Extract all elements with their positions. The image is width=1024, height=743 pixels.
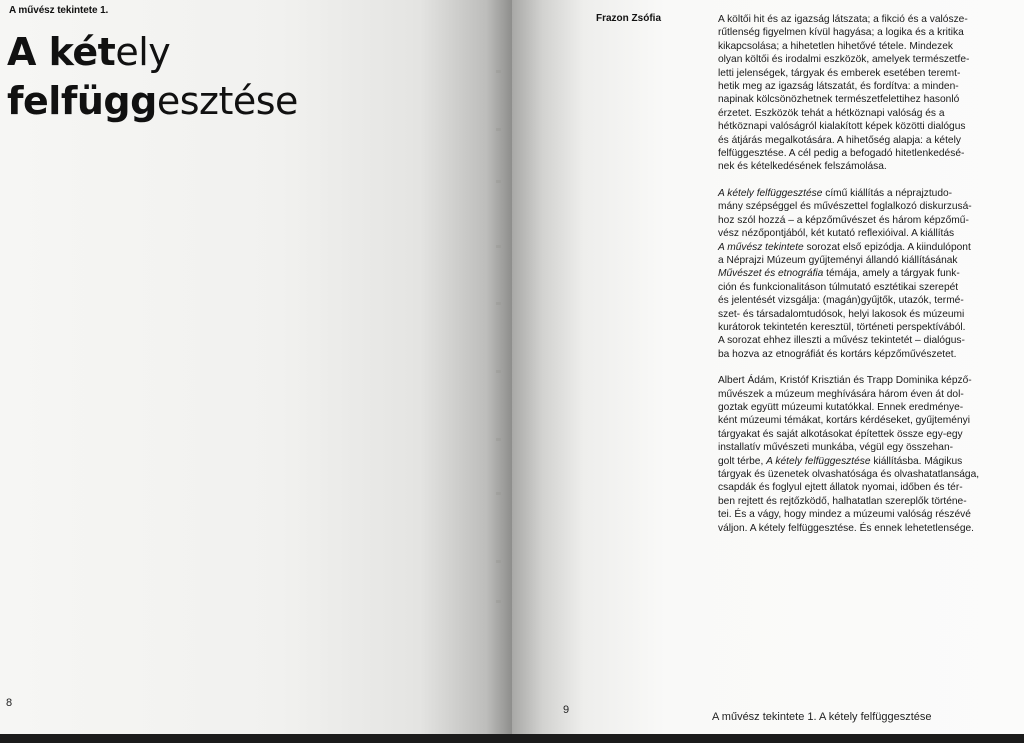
paragraph — [718, 187, 990, 361]
text-line — [718, 187, 990, 200]
main-title — [7, 28, 298, 126]
text-run: ben rejtett és rejtőzködő, halhatatlan szereplők történe- — [718, 495, 967, 507]
text-line — [718, 93, 990, 106]
text-line — [718, 414, 990, 427]
text-line — [718, 348, 990, 361]
text-line — [718, 441, 990, 454]
text-line — [718, 522, 990, 535]
text-run: és átjárás megalkotására. A hihetőség alapja: a kétely — [718, 134, 961, 146]
text-run: ként múzeumi témákat, kortárs kérdéseket, gyűjteményi — [718, 415, 970, 427]
text-run: letti jelenségek, tárgyak és emberek esetében teremt- — [718, 67, 961, 79]
text-run: ba hozva az etnográfiát és kortárs képzőművészetet. — [718, 348, 957, 360]
text-line — [718, 40, 990, 53]
text-run: goztak együtt múzeumi kutatókkal. Ennek eredménye- — [718, 401, 964, 413]
text-line — [718, 107, 990, 120]
text-run: vész nézőpontjából, két kutató reflexióival. A kiállítás — [718, 228, 955, 240]
series-title: A művész tekintete 1. — [9, 5, 109, 16]
text-line — [718, 227, 990, 240]
text-run: Albert Ádám, Kristóf Krisztián és Trapp Dominika képző- — [718, 375, 972, 387]
text-run: váljon. A kétely felfüggesztése. És ennek lehetetlensége. — [718, 522, 974, 534]
text-line — [718, 481, 990, 494]
scan-bottom-edge — [0, 734, 1024, 743]
italic-title-run: A kétely felfüggesztése — [718, 187, 823, 199]
text-line — [718, 53, 990, 66]
paragraph — [718, 374, 990, 535]
text-run: mány szépséggel és művészettel foglalkozó diskurzusá- — [718, 201, 972, 213]
text-run: hetik meg az igazság látszatát, és fordítva: a minden- — [718, 81, 959, 93]
text-run: A költői hit és az igazság látszata; a fikció és a valósze- — [718, 14, 968, 25]
text-line — [718, 147, 990, 160]
text-run: kikapcsolása; a hihetetlen hihetővé tétele. Mindezek — [718, 40, 954, 52]
text-line — [718, 321, 990, 334]
running-footer: A művész tekintete 1. A kétely felfüggesztése — [712, 711, 932, 723]
main-title-line-1-light: ely — [115, 30, 171, 74]
text-run: tei. És a vágy, hogy mindez a múzeumi valóság részévé — [718, 509, 971, 521]
text-run: nek és kételkedésének felszámolása. — [718, 161, 887, 173]
text-run: A sorozat ehhez illeszti a művész tekintetét – dialógus- — [718, 335, 965, 347]
text-run: érzetet. Eszközök tehát a hétköznapi valóság és a — [718, 107, 945, 119]
text-line — [718, 254, 990, 267]
text-line — [718, 508, 990, 521]
main-title-line-2 — [7, 77, 298, 126]
text-line — [718, 214, 990, 227]
text-run: hétköznapi valóságról kialakított képek közötti dialógus — [718, 121, 966, 133]
text-run: rűtlenség figyelmen kívül hagyása; a logika és a kritika — [718, 27, 964, 39]
text-line — [718, 160, 990, 173]
author-name: Frazon Zsófia — [596, 13, 662, 24]
text-run: felfüggesztése. A cél pedig a befogadó hitetlenkedésé- — [718, 148, 965, 160]
page-number-right: 9 — [563, 704, 570, 716]
italic-title-run: A kétely felfüggesztése — [766, 455, 871, 467]
text-run: sorozat első epizódja. A kiindulópont — [803, 241, 971, 253]
main-title-line-1 — [7, 28, 298, 77]
text-line — [718, 495, 990, 508]
text-run: olyan költői és irodalmi eszközök, amelyek természetfe- — [718, 54, 970, 66]
text-line — [718, 13, 990, 26]
text-run: című kiállítás a néprajztudo- — [822, 187, 953, 199]
page-number-left: 8 — [6, 697, 13, 709]
text-run: csapdák és foglyul ejtett állatok nyomai, időben és tér- — [718, 482, 963, 494]
text-run: installatív művészeti munkába, végül egy összehan- — [718, 442, 953, 454]
text-run: művészek a múzeum meghívására három éven át dol- — [718, 388, 964, 400]
text-run: szet- és társadalomtudósok, helyi lakosok és múzeumi — [718, 308, 965, 320]
text-line — [718, 334, 990, 347]
text-run: a Néprajzi Múzeum gyűjteményi állandó kiállításának — [718, 254, 958, 266]
gutter-scan-marks — [496, 40, 502, 640]
text-line — [718, 281, 990, 294]
text-run: hoz szól hozzá – a képzőművészet és három képzőmű- — [718, 214, 969, 226]
main-title-line-2-bold: felfügg — [7, 79, 157, 123]
main-title-line-1-bold: A két — [7, 30, 116, 74]
text-line — [718, 401, 990, 414]
text-line — [718, 67, 990, 80]
italic-title-run: A művész tekintete — [718, 241, 804, 253]
text-run: golt térbe, — [718, 455, 767, 467]
text-run: napinak kölcsönözhetnek természetfelettihez hasonló — [718, 94, 960, 106]
text-run: kiállításba. Mágikus — [870, 455, 963, 467]
text-line — [718, 120, 990, 133]
text-line — [718, 241, 990, 254]
text-line — [718, 200, 990, 213]
article-body — [718, 13, 990, 548]
text-line — [718, 374, 990, 387]
text-line — [718, 468, 990, 481]
text-line — [718, 267, 990, 280]
text-run: ción és funkcionalitáson túlmutató esztétikai szerepét — [718, 281, 959, 293]
text-line — [718, 455, 990, 468]
main-title-line-2-light: esztése — [156, 79, 298, 123]
text-line — [718, 294, 990, 307]
text-run: témája, amely a tárgyak funk- — [823, 268, 960, 280]
paragraph — [718, 13, 990, 174]
text-run: és jelentését vizsgálja: (magán)gyűjtők, utazók, termé- — [718, 295, 964, 307]
text-line — [718, 134, 990, 147]
text-run: tárgyak és üzenetek olvashatósága és olvashatatlansága, — [718, 469, 980, 480]
text-line — [718, 428, 990, 441]
text-run: kurátorok tekintetén keresztül, történeti perspektívából. — [718, 321, 966, 333]
text-line — [718, 308, 990, 321]
text-line — [718, 80, 990, 93]
italic-title-run: Művészet és etnográfia — [718, 268, 824, 280]
text-line — [718, 26, 990, 39]
text-line — [718, 388, 990, 401]
text-run: tárgyakat és saját alkotásokat építettek össze egy-egy — [718, 428, 963, 440]
